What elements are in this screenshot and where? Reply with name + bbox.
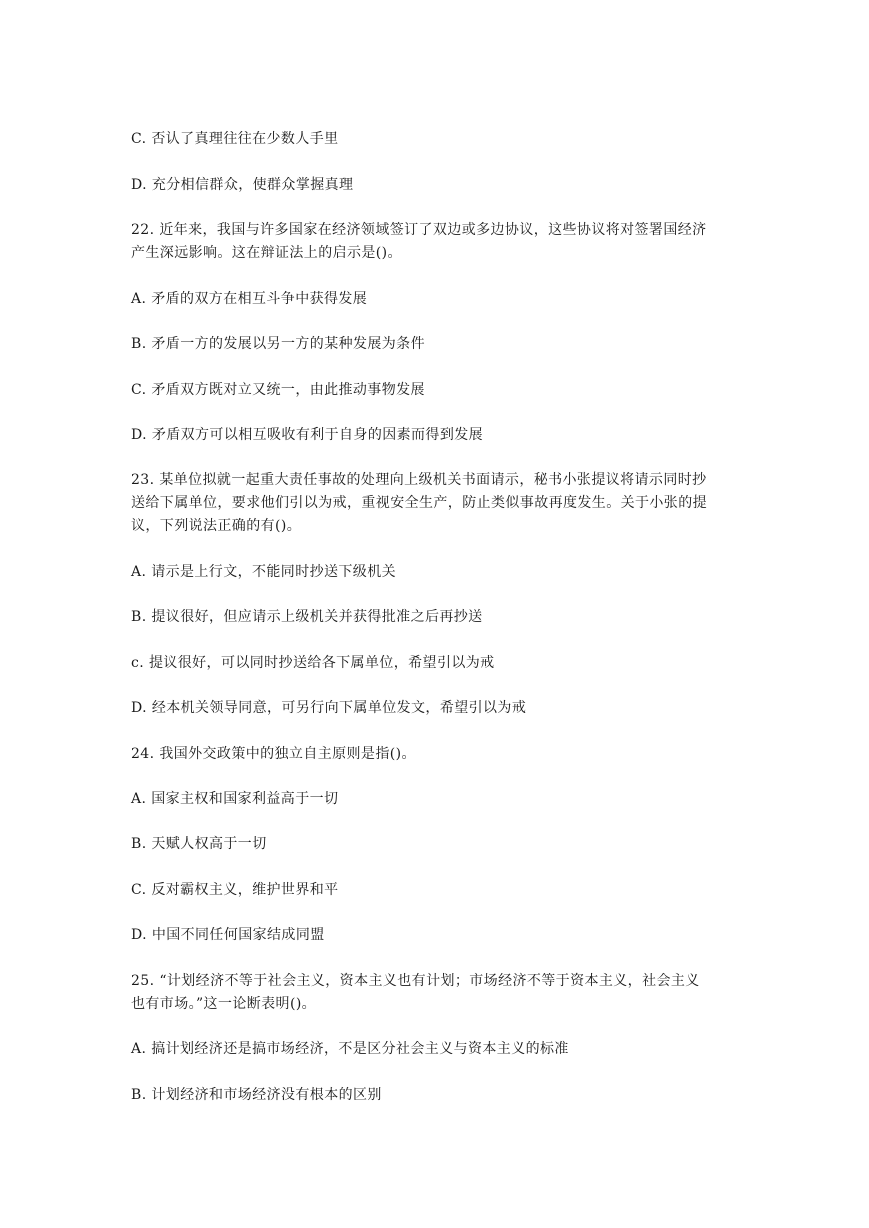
question-23-line-2: 送给下属单位，要求他们引以为戒，重视安全生产，防止类似事故再度发生。关于小张的提 xyxy=(131,495,707,511)
option-d-q21: D. 充分相信群众，使群众掌握真理 xyxy=(131,177,354,193)
option-c-q24: C. 反对霸权主义，维护世界和平 xyxy=(131,882,339,898)
option-a-q25: A. 搞计划经济还是搞市场经济，不是区分社会主义与资本主义的标准 xyxy=(131,1041,569,1057)
option-a-q23: A. 请示是上行文，不能同时抄送下级机关 xyxy=(131,564,397,580)
option-c-q22: C. 矛盾双方既对立又统一，由此推动事物发展 xyxy=(131,382,425,398)
option-d-q22: D. 矛盾双方可以相互吸收有利于自身的因素而得到发展 xyxy=(131,427,484,443)
option-b-q25: B. 计划经济和市场经济没有根本的区别 xyxy=(131,1087,382,1103)
option-b-q24: B. 天赋人权高于一切 xyxy=(131,836,267,852)
option-c-q21: C. 否认了真理往往在少数人手里 xyxy=(131,131,339,147)
question-24: 24. 我国外交政策中的独立自主原则是指()。 xyxy=(131,746,416,762)
question-25-line-2: 也有市场。”这一论断表明()。 xyxy=(131,996,317,1012)
option-d-q23: D. 经本机关领导同意，可另行向下属单位发文，希望引以为戒 xyxy=(131,700,527,716)
question-23-line-3: 议，下列说法正确的有()。 xyxy=(131,518,302,534)
option-d-q24: D. 中国不同任何国家结成同盟 xyxy=(131,927,325,943)
option-b-q23: B. 提议很好，但应请示上级机关并获得批准之后再抄送 xyxy=(131,609,483,625)
option-b-q22: B. 矛盾一方的发展以另一方的某种发展为条件 xyxy=(131,336,425,352)
question-22-line-2: 产生深远影响。这在辩证法上的启示是()。 xyxy=(131,245,402,261)
question-22-line-1: 22. 近年来，我国与许多国家在经济领域签订了双边或多边协议，这些协议将对签署国经济 xyxy=(131,222,707,238)
question-25-line-1: 25. “计划经济不等于社会主义，资本主义也有计划；市场经济不等于资本主义，社会主义 xyxy=(131,973,700,989)
option-a-q22: A. 矛盾的双方在相互斗争中获得发展 xyxy=(131,291,368,307)
question-23-line-1: 23. 某单位拟就一起重大责任事故的处理向上级机关书面请示，秘书小张提议将请示同时抄 xyxy=(131,472,707,488)
option-a-q24: A. 国家主权和国家利益高于一切 xyxy=(131,791,339,807)
option-c-q23: c. 提议很好，可以同时抄送给各下属单位，希望引以为戒 xyxy=(131,655,495,671)
